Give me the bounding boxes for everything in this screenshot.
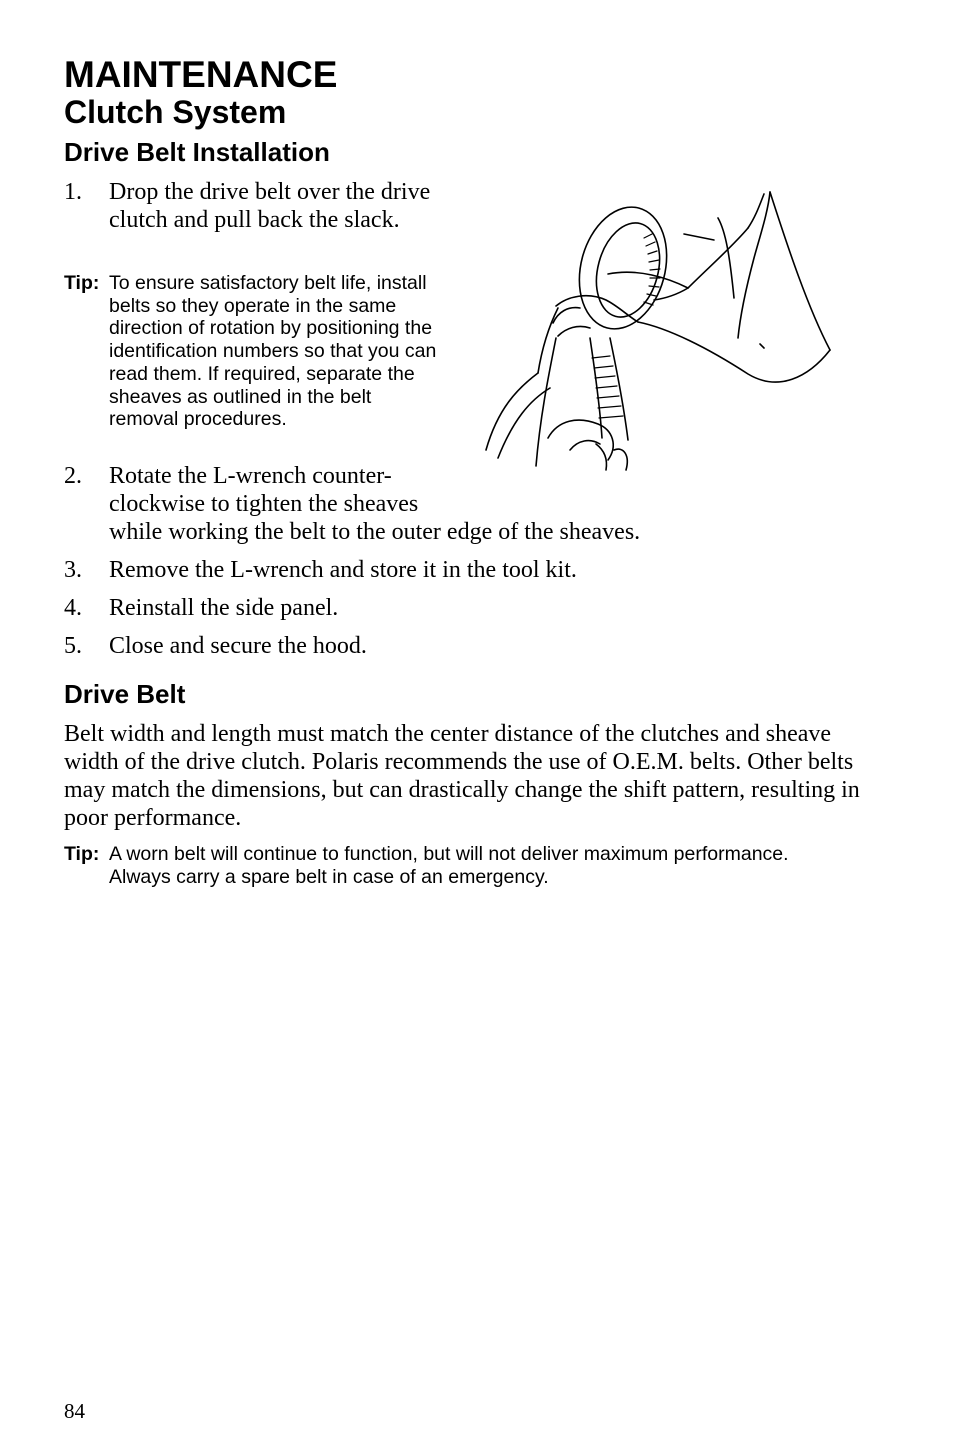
section-title: MAINTENANCE: [64, 54, 338, 95]
page-number: 84: [64, 1399, 85, 1423]
subsection-title: Clutch System: [64, 94, 287, 130]
tip-worn-belt: [64, 843, 854, 888]
step-4: [64, 594, 864, 622]
tip-text: A worn belt will continue to function, but will not deliver maximum performance. Always carry a spare belt in case of an emergency.: [109, 843, 789, 888]
step-number: 5.: [64, 633, 82, 659]
step-number: 3.: [64, 557, 82, 583]
step-text: Close and secure the hood.: [109, 633, 367, 659]
installation-heading: Drive Belt Installation: [64, 137, 330, 167]
step-text: Reinstall the side panel.: [109, 595, 339, 621]
drive-belt-heading: Drive Belt: [64, 679, 186, 709]
step-number: 2.: [64, 463, 82, 489]
step-1: [64, 178, 449, 234]
tip-label: Tip:: [64, 843, 100, 865]
tip-label: Tip:: [64, 272, 100, 294]
step-3: [64, 556, 864, 584]
step-number: 1.: [64, 179, 82, 205]
step-text: Rotate the L-wrench counter-clockwise to tighten the sheaves while working the belt to the outer edge of the sheaves.: [109, 463, 641, 545]
step-5: [64, 632, 864, 660]
step-text: Drop the drive belt over the drive clutch and pull back the slack.: [109, 179, 431, 233]
step-text: Remove the L-wrench and store it in the tool kit.: [109, 557, 577, 583]
tip-belt-life: [64, 272, 444, 431]
tip-text: To ensure satisfactory belt life, install belts so they operate in the same direction of rotation by positioning the identification numbers so that you can read them. If required, separate the sheaves as outlined in the belt removal procedures.: [109, 272, 437, 431]
drive-belt-paragraph: Belt width and length must match the center distance of the clutches and sheave width of the drive clutch. Polaris recommends the use of O.E.M. belts. Other belts may match the dimensions, but can drastically change the shift pattern, resulting in poor performance.: [64, 721, 860, 831]
step-number: 4.: [64, 595, 82, 621]
belt-installation-illustration: [478, 188, 834, 486]
